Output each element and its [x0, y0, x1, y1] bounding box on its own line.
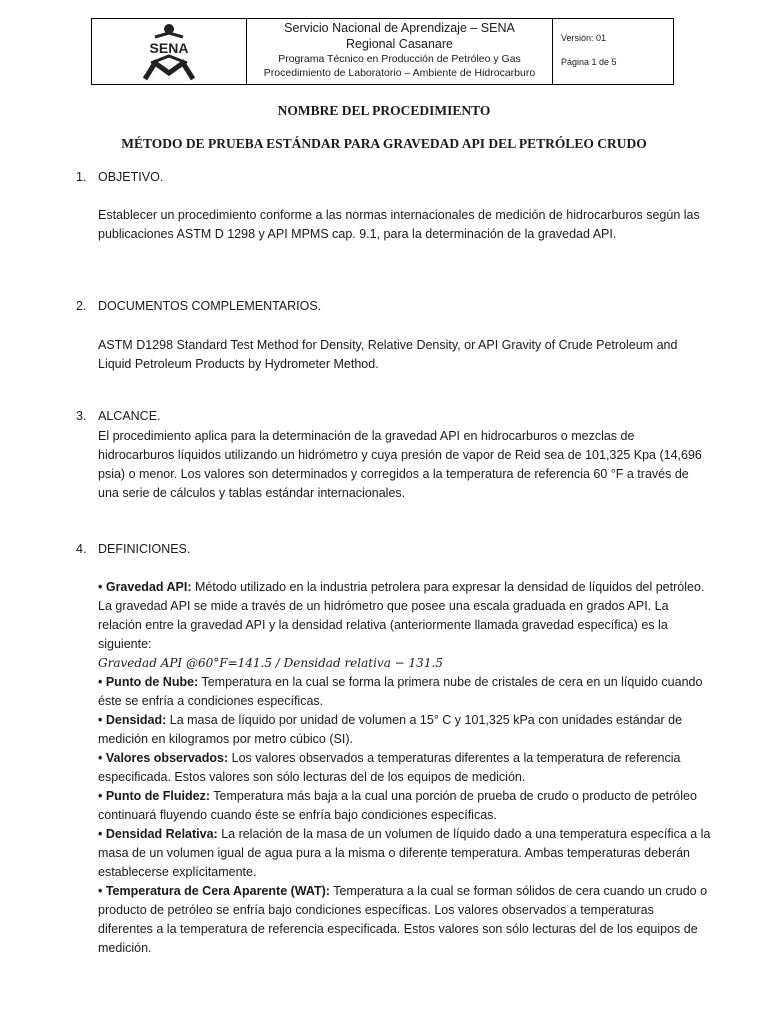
version-label: Versión: 01	[561, 33, 607, 43]
def-punto-fluidez	[98, 787, 712, 825]
def-term: • Densidad:	[98, 713, 167, 727]
def-term: • Gravedad API:	[98, 580, 192, 594]
doc-title-2: MÉTODO DE PRUEBA ESTÁNDAR PARA GRAVEDAD API DEL PETRÓLEO CRUDO	[121, 136, 647, 151]
def-text: La masa de líquido por unidad de volumen a 15° C y 101,325 kPa con unidades estándar de medición en kilogramos por metro cúbico (SI).	[98, 713, 683, 746]
header-line4: Procedimiento de Laboratorio – Ambiente de Hidrocarburo	[263, 67, 536, 79]
definitions-block	[98, 578, 712, 958]
section-4-heading	[76, 542, 190, 556]
section-3-num: 3.	[76, 409, 87, 423]
logo-cell	[92, 19, 247, 84]
logo-text: SENA	[149, 39, 189, 56]
def-text: La relación de la masa de un volumen de líquido dado a una temperatura específica a la masa de un volumen igual de agua pura a la misma o diferente temperatura. Ambas temperaturas deberán establecerse explícitamente.	[98, 827, 711, 879]
header-line1: Servicio Nacional de Aprendizaje – SENA	[284, 21, 515, 35]
section-2-heading	[76, 299, 321, 313]
def-term: • Valores observados:	[98, 751, 229, 765]
def-valores-observados	[98, 749, 712, 787]
document-header	[91, 18, 674, 85]
section-2-title: DOCUMENTOS COMPLEMENTARIOS.	[98, 299, 322, 313]
header-line3	[247, 52, 552, 66]
def-text: Temperatura más baja a la cual una porción de prueba de crudo o producto de petróleo continuará fluyendo cuando éste se enfría bajo condiciones específicas.	[98, 789, 697, 822]
def-punto-nube	[98, 673, 712, 711]
section-3-heading	[76, 409, 161, 423]
def-text: Los valores observados a temperaturas diferentes a la temperatura de referencia especificada. Estos valores son sólo lecturas del de los equipos de medición.	[98, 751, 681, 784]
header-line2: Regional Casanare	[345, 37, 453, 51]
sena-logo	[137, 23, 201, 81]
doc-title-1: NOMBRE DEL PROCEDIMIENTO	[277, 103, 491, 118]
def-text: Método utilizado en la industria petrolera para expresar la densidad de líquidos del petróleo. La gravedad API se mide a través de un hidrómetro que posee una escala graduada en grados API. La relación entre la gravedad API y la densidad relativa (anteriormente llamada gravedad específica) es la siguiente:	[98, 580, 705, 651]
def-term: • Densidad Relativa:	[98, 827, 218, 841]
def-term: • Temperatura de Cera Aparente (WAT):	[98, 884, 330, 898]
header-line3-prefix: Programa	[278, 53, 325, 65]
section-1-heading	[76, 170, 163, 184]
section-1-text: Establecer un procedimiento conforme a las normas internacionales de medición de hidrocarburos según las publicaciones ASTM D 1298 y API MPMS cap. 9.1, para la determinación de la gravedad API.	[98, 208, 700, 241]
header-right	[553, 19, 673, 84]
def-wat	[98, 882, 712, 958]
section-4-title: DEFINICIONES.	[98, 542, 191, 556]
section-1-title: OBJETIVO.	[98, 170, 164, 184]
def-gravedad-api	[98, 578, 712, 654]
def-term: • Punto de Fluidez:	[98, 789, 211, 803]
page-label: Página 1 de 5	[561, 57, 617, 67]
section-3-title: ALCANCE.	[98, 409, 161, 423]
def-text: Temperatura a la cual se forman sólidos de cera cuando un crudo o producto de petróleo se enfría bajo condiciones específicas. Los valores observados a temperaturas diferentes a la temperatura de referencia especificada. Estos valores son sólo lecturas del de los equipos de medición.	[98, 884, 708, 955]
section-1-num: 1.	[76, 170, 87, 184]
api-formula: Gravedad API @60°F=141.5 / Densidad relativa − 131.5	[98, 656, 443, 670]
def-densidad-relativa	[98, 825, 712, 882]
section-3-text: El procedimiento aplica para la determinación de la gravedad API en hidrocarburos o mezclas de hidrocarburos líquidos utilizando un hidrómetro y cuya presión de vapor de Reid sea de 101,325 Kpa (14,696 psia) o menor. Los valores son determinados y corregidos a la temperatura de referencia 60 °F a través de una serie de cálculos y tablas estándar internacionales.	[98, 429, 702, 500]
section-4-num: 4.	[76, 542, 87, 556]
section-2-text: ASTM D1298 Standard Test Method for Density, Relative Density, or API Gravity of Crude Petroleum and Liquid Petroleum Products by Hydrometer Method.	[98, 338, 678, 371]
def-densidad	[98, 711, 712, 749]
def-text: Temperatura en la cual se forma la primera nube de cristales de cera en un líquido cuando éste se enfría a condiciones específicas.	[98, 675, 703, 708]
header-center	[247, 19, 553, 84]
section-2-num: 2.	[76, 299, 87, 313]
def-term: • Punto de Nube:	[98, 675, 199, 689]
header-line3-rest: Técnico en Producción de Petróleo y Gas	[327, 53, 521, 65]
